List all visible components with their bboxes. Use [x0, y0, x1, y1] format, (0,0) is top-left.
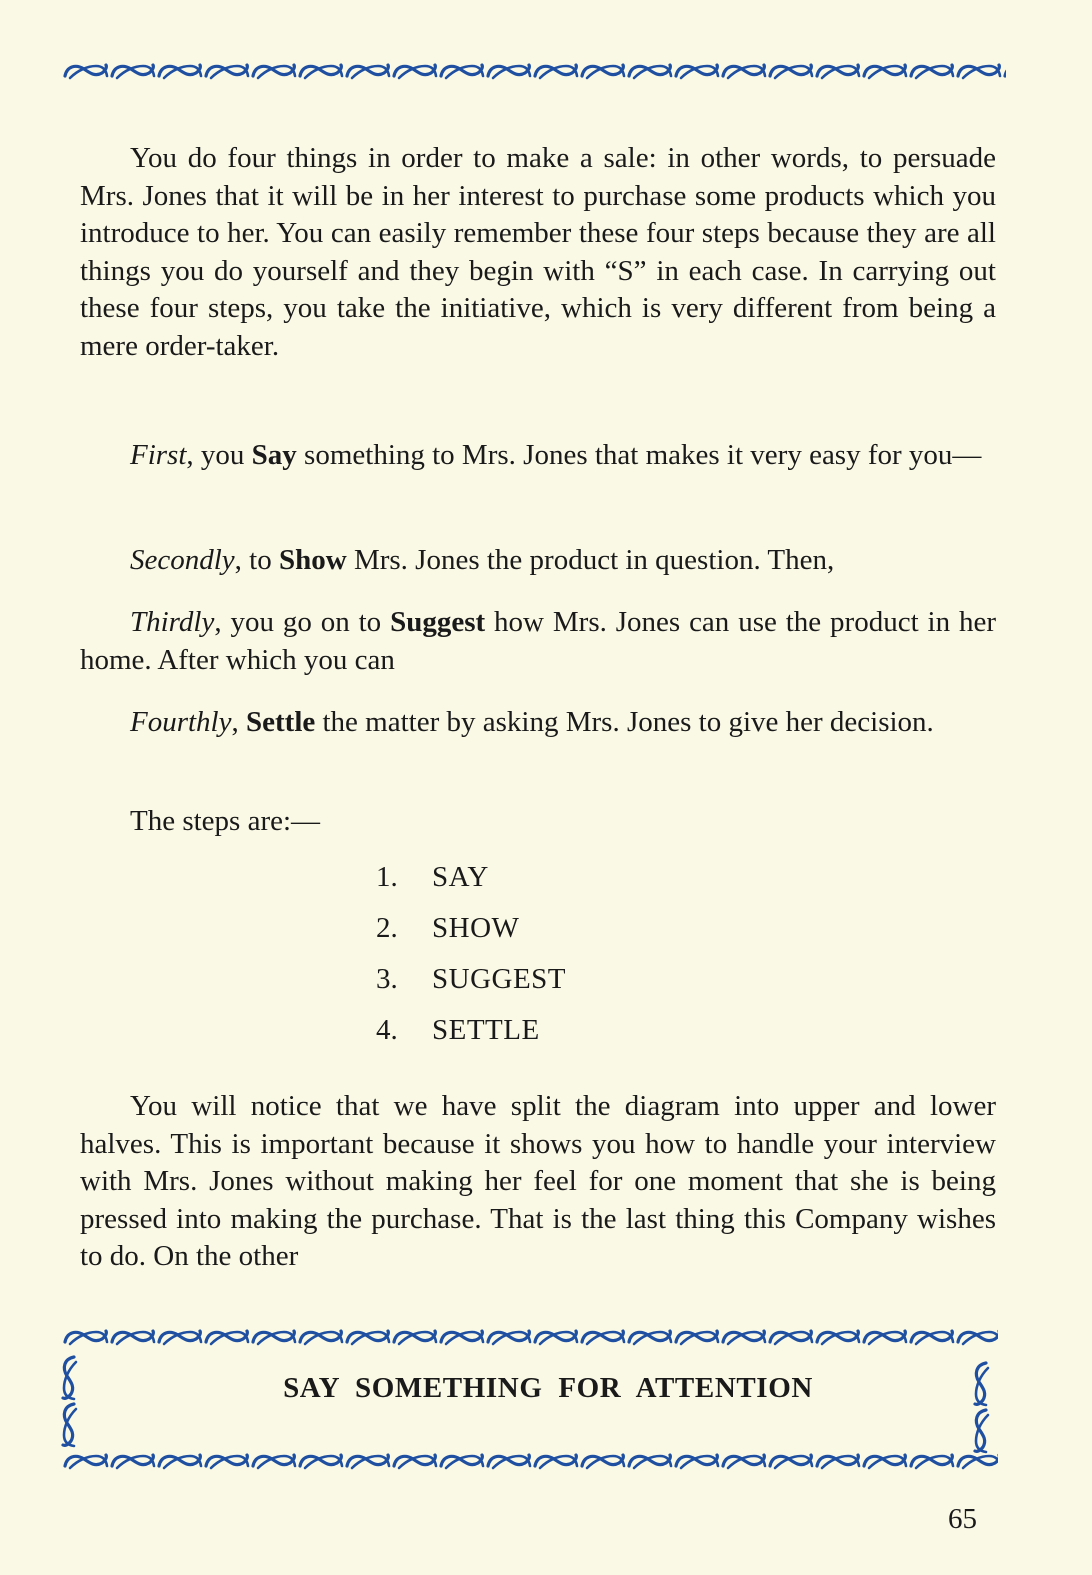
paragraph-steps-intro — [80, 803, 996, 841]
steps-list — [376, 852, 566, 1056]
page-number: 65 — [948, 1503, 977, 1535]
step-number: 4. — [376, 1014, 398, 1046]
paragraph-third-step — [80, 604, 996, 679]
frame-top-border — [62, 1326, 998, 1348]
paragraph-diagram-note-text: You will notice that we have split the diagram into upper and lower halves. This is important because it shows you how to handle your interview with Mrs. Jones without making her feel for one moment that she is being pressed into making the purchase. That is the last thing this Company wishes to do. On the other — [80, 1090, 996, 1272]
paragraph-first-step — [80, 437, 996, 475]
lead-word: Thirdly — [130, 606, 215, 638]
step-number: 1. — [376, 861, 398, 893]
paragraph-fourth-step — [80, 704, 996, 742]
paragraph-diagram-note — [80, 1088, 996, 1276]
key-word: Suggest — [390, 606, 486, 638]
paragraph-intro — [80, 140, 996, 365]
step-item — [376, 903, 566, 954]
top-ornament-border — [62, 60, 1006, 82]
text-span: , you go on to — [214, 606, 391, 638]
lead-word: Secondly — [130, 544, 235, 576]
paragraph-second-step — [80, 542, 996, 580]
paragraph-intro-text: You do four things in order to make a sale: in other words, to persuade Mrs. Jones that it will be in her interest to purchase some products which you introduce to her. You can easily remember these four steps because they are all things you do yourself and they begin with “S” in each case. In carrying out these four steps, you take the initiative, which is very different from being a mere order-taker. — [80, 142, 996, 362]
text-span: , to — [234, 544, 279, 576]
key-word: Show — [278, 544, 347, 576]
text-span: the matter by asking Mrs. Jones to give her decision. — [315, 706, 934, 738]
text-span: , — [231, 706, 246, 738]
step-number: 3. — [376, 963, 398, 995]
step-label: SUGGEST — [432, 963, 567, 995]
step-number: 2. — [376, 912, 398, 944]
text-span: , you — [186, 439, 252, 471]
lead-word: First — [130, 439, 187, 471]
key-word: Settle — [246, 706, 316, 738]
step-item — [376, 954, 566, 1005]
step-item — [376, 1005, 566, 1056]
steps-intro-text: The steps are:— — [130, 805, 321, 837]
boxed-heading-title: SAY SOMETHING FOR ATTENTION — [283, 1372, 813, 1404]
text-span: how Mrs. Jones can use the product in her home. After which you can — [80, 606, 996, 676]
step-label: SETTLE — [432, 1014, 540, 1046]
step-label: SHOW — [432, 912, 520, 944]
text-span: Mrs. Jones the product in question. Then, — [346, 544, 835, 576]
step-label: SAY — [432, 861, 489, 893]
wave-scroll-border-icon — [62, 60, 1006, 82]
lead-word: Fourthly — [130, 706, 232, 738]
key-word: Say — [251, 439, 297, 471]
frame-bottom-border — [62, 1450, 998, 1472]
wave-scroll-border-icon — [62, 1450, 998, 1472]
wave-scroll-border-icon — [62, 1326, 998, 1348]
text-span: something to Mrs. Jones that makes it very easy for you— — [296, 439, 982, 471]
step-item — [376, 852, 566, 903]
